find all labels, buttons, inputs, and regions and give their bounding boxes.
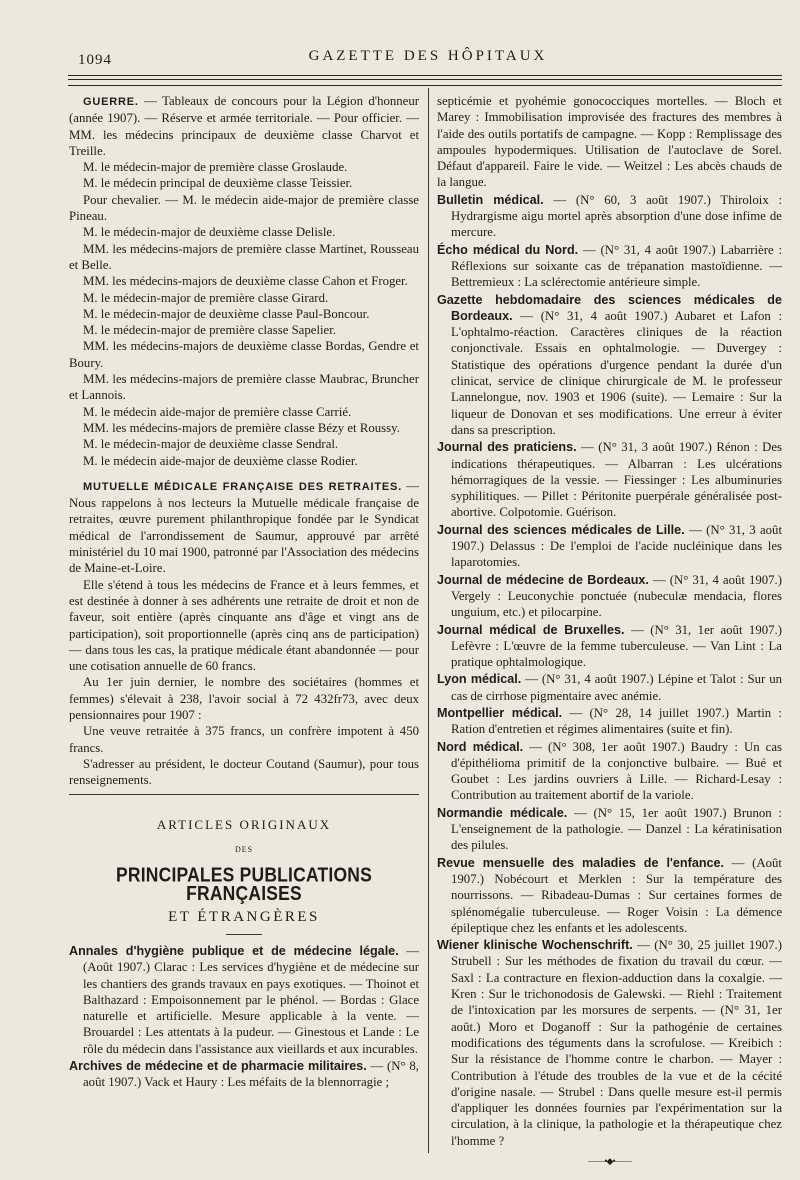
articles-title: ARTICLES ORIGINAUX bbox=[156, 817, 332, 833]
mutuelle-paragraph: Au 1er juin dernier, le nombre des sociétaires (hommes et femmes) s'élevait à 238, l'avoir social à 72 432fr73, avec deux pensionnaires pour 1907 : bbox=[69, 675, 419, 722]
guerre-line: M. le médecin-major de première classe Groslaude. bbox=[83, 160, 348, 175]
guerre-line: MM. les médecins-majors de première classe Martinet, Rousseau et Belle. bbox=[69, 241, 419, 272]
journal-text: — (N° 31, 4 août 1907.) Lépine et Talot : Sur un cas de cirrhose pigmentaire avec anémie. bbox=[451, 672, 782, 703]
end-ornament: ——•◆•—— bbox=[588, 1156, 631, 1166]
journal-text: — (N° 308, 1er août 1907.) Baudry : Un cas d'épithélioma primitif de la conjonctive bulbaire. — Bué et Goubet : Les jardins ouvriers à Lille. — Richard-Lesay : Contribution au traitement abortif de la variole. bbox=[451, 739, 782, 803]
journal-name: Bulletin médical. bbox=[437, 192, 544, 207]
right-column bbox=[437, 93, 782, 1169]
left-entries bbox=[69, 943, 419, 1091]
journal-name: Journal des praticiens. bbox=[437, 440, 577, 455]
journal-text: — (N° 31, 4 août 1907.) Aubaret et Lafon : L'ophtalmo-réaction. Caractères cliniques de la réaction conjonctivale. Essais en ophtalmologie. — Duvergey : Statistique des opérations d'urgence pendant la durée d'un clinicat, service de clinique chirurgicale de M. le professeur Lannelongue, nov. 1903 et 1906 (suite). — Lemaire : Sur la liqueur de Donovan et ses modifications. Une erreur à éviter dans sa prescription. bbox=[451, 308, 782, 437]
guerre-line: MM. les médecins-majors de deuxième classe Cahon et Froger. bbox=[83, 274, 408, 289]
journal-text: — (N° 30, 25 juillet 1907.) Strubell : Sur les méthodes de fixation du travail du cœur. — Saxl : La contracture en flexion-adduction dans la coxalgie. — Kren : Sur le trichonodosis de Galewski. — Riehl : Traitement de l'intoxication par les morsures de serpents. — (N° 31, 1er août.) Moro et Doganoff : Sur la pathogénie de certaines modifications des téguments dans la scrofulose. — Kreibich : Sur la résistance de l'homme contre le charbon. — Mayer : Contribution à l'étude des troubles de la vue et de la cécité d'origine nasale. — Strubel : Dans quelle mesure est-il permis d'appliquer les données fournies par l'expérimentation sur la circulation, à la clinique, la pathologie et la thérapeutique chez l'homme ? bbox=[451, 938, 782, 1148]
journal-entry bbox=[437, 671, 782, 704]
journal-name: Revue mensuelle des maladies de l'enfance. bbox=[437, 855, 725, 870]
mutuelle-paragraph: Elle s'étend à tous les médecins de France et à leurs femmes, et est destinée à donner à ses adhérents une retraite de droit et non de faveur, soit entière (après cinquante ans d'âge et vingt ans de participation), soit proportionnelle (après cinq ans de participation) — dans tous les cas, la pratique médicale étant abandonnée — pour une cotisation annuelle de 60 francs. bbox=[69, 577, 419, 674]
guerre-line: MM. les médecins-majors de deuxième classe Bordas, Gendre et Boury. bbox=[69, 339, 419, 370]
guerre-line: MM. les médecins-majors de première classe Bézy et Roussy. bbox=[83, 420, 400, 435]
section-separator bbox=[69, 794, 419, 795]
journal-text: — (N° 31, 4 août 1907.) Labarrière : Réflexions sur soixante cas de trépanation mastoïdienne. — Bettremieux : La sclérectomie antérieure simple. bbox=[451, 242, 783, 290]
page-title: GAZETTE DES HÔPITAUX bbox=[308, 48, 548, 64]
journal-text: — (N° 31, 3 août 1907.) Rénon : Des indications thérapeutiques. — Albarran : Les ulcérations hémorragiques de la vessie. — Fiessinger : Les albuminuries syphilitiques. — Pillet : Péritonite puerpérale généralisée post-abortive. Colpotomie. Guérison. bbox=[451, 440, 782, 520]
header-rule-bottom bbox=[68, 85, 782, 86]
journal-text: — (N° 8, août 1907.) Vack et Haury : Les méfaits de la blennorragie ; bbox=[83, 1059, 419, 1090]
articles-des: DES bbox=[234, 844, 254, 854]
journal-text: — (N° 60, 3 août 1907.) Thiroloix : Hydrargisme aigu mortel après absorption d'une dose infime de mercure. bbox=[451, 192, 783, 240]
articles-short-rule bbox=[226, 934, 262, 935]
journal-name: Normandie médicale. bbox=[437, 805, 568, 820]
guerre-line: M. le médecin principal de deuxième classe Teissier. bbox=[83, 176, 353, 191]
journal-name: Journal de médecine de Bordeaux. bbox=[437, 572, 649, 587]
journal-name: Journal des sciences médicales de Lille. bbox=[437, 522, 685, 537]
mutuelle-label: MUTUELLE MÉDICALE FRANÇAISE DES RETRAITES. bbox=[83, 480, 403, 493]
articles-heading bbox=[69, 817, 419, 934]
journal-entry bbox=[437, 937, 782, 1149]
left-column bbox=[69, 93, 419, 1092]
journal-entry bbox=[437, 705, 782, 738]
journal-text: — (N° 31, 3 août 1907.) Delassus : De l'emploi de l'acide nucléinique dans les laparotomies. bbox=[451, 522, 783, 570]
journal-name: Écho médical du Nord. bbox=[437, 242, 579, 257]
guerre-line: M. le médecin-major de deuxième classe Paul-Boncour. bbox=[83, 306, 370, 321]
guerre-line: M. le médecin-major de première classe Sapelier. bbox=[83, 323, 336, 338]
journal-name: Nord médical. bbox=[437, 739, 524, 754]
guerre-line: MM. les médecins-majors de première classe Maubrac, Bruncher et Lannois. bbox=[69, 372, 419, 403]
journal-name: Montpellier médical. bbox=[437, 705, 563, 720]
journal-text: — (N° 15, 1er août 1907.) Brunon : L'enseignement de la pathologie. — Danzel : La kératinisation des pilules. bbox=[451, 805, 782, 853]
guerre-line: M. le médecin-major de deuxième classe Delisle. bbox=[83, 225, 336, 240]
journal-text: — (Août 1907.) Clarac : Les services d'hygiène et de médecine sur les chantiers des grands travaux en pays exotiques. — Thoinot et Balthazard : Empoisonnement par le phénol. — Bordas : Glace naturelle et artificielle. Mesure applicable à la vente. — Brouardel : Les attentats à la pudeur. — Ginestous et Lande : Le rôle du médecin dans l'assistance aux vieillards et aux incurables. bbox=[83, 943, 419, 1056]
journal-entry bbox=[69, 1058, 419, 1091]
journal-name: Journal médical de Bruxelles. bbox=[437, 622, 625, 637]
column-divider bbox=[428, 88, 429, 1153]
guerre-line: M. le médecin aide-major de première classe Carrié. bbox=[83, 404, 352, 419]
guerre-line: M. le médecin-major de deuxième classe Sendral. bbox=[83, 437, 339, 452]
journal-entry bbox=[437, 739, 782, 804]
mutuelle-paragraph: Une veuve retraitée à 375 francs, un confrère impotent à 450 francs. bbox=[69, 724, 419, 755]
journal-name: Annales d'hygiène publique et de médecine légale. bbox=[69, 943, 399, 958]
journal-entry bbox=[437, 855, 782, 936]
journal-name: Lyon médical. bbox=[437, 672, 522, 687]
guerre-line: M. le médecin aide-major de deuxième classe Rodier. bbox=[83, 453, 358, 468]
guerre-section bbox=[69, 93, 419, 469]
journal-text: — (Août 1907.) Nobécourt et Merklen : Sur la température des nourrissons. — Ribadeau-Dumas : Sur certaines formes de splénomégalie tuberculeuse. — Roger Voisin : La démence épileptique chez les enfants et les adolescents. bbox=[451, 855, 782, 935]
journal-name: Archives de médecine et de pharmacie militaires. bbox=[69, 1059, 367, 1074]
journal-text: — (N° 31, 4 août 1907.) Vergely : Leuconychie ponctuée (nubeculæ mendacia, flores unguium, etc.) et pilocarpine. bbox=[451, 572, 783, 620]
articles-subtitle: ET ÉTRANGÈRES bbox=[168, 908, 320, 925]
mutuelle-section bbox=[69, 478, 419, 789]
continuation-text: septicémie et pyohémie gonococciques mortelles. — Bloch et Marey : Immobilisation improvisée des fractures des membres à l'aide des outils portatifs de campagne. — Kopp : Remplissage des ampoules hypodermiques. Utilisation de l'autoclave de Sorel. Défaut d'appareil. Faire le vide. — Weitzel : Les abcès chauds de la langue. bbox=[437, 94, 782, 190]
journal-entry bbox=[437, 242, 782, 291]
journal-entry bbox=[437, 522, 782, 571]
journal-entry bbox=[69, 943, 419, 1057]
mutuelle-paragraph: — Nous rappelons à nos lecteurs la Mutuelle médicale française de retraites, œuvre purement philanthropique fondée par le Syndicat médical de l'arrondissement de Saumur, approuvé par arrêté ministériel du 10 mai 1900, patronné par l'Association des médecins de Maine-et-Loire. bbox=[69, 478, 419, 576]
header-rule-top bbox=[68, 75, 782, 76]
journal-entry bbox=[437, 439, 782, 520]
guerre-line: — Tableaux de concours pour la Légion d'honneur (année 1907). — Réserve et armée territoriale. — Pour officier. — MM. les médecins principaux de deuxième classe Charvot et Treille. bbox=[69, 94, 420, 158]
page-header bbox=[78, 44, 778, 66]
journal-name: Wiener klinische Wochenschrift. bbox=[437, 938, 633, 953]
guerre-line: Pour chevalier. — M. le médecin aide-major de première classe Pineau. bbox=[69, 192, 419, 224]
journal-entry bbox=[437, 192, 782, 241]
journal-entry bbox=[437, 622, 782, 671]
journal-name: Gazette hebdomadaire des sciences médicales de Bordeaux. bbox=[437, 292, 782, 323]
articles-big-title: PRINCIPALES PUBLICATIONS FRANÇAISES bbox=[116, 863, 372, 906]
journal-entry bbox=[437, 805, 782, 854]
guerre-label: GUERRE. bbox=[83, 96, 139, 108]
guerre-line: M. le médecin-major de première classe Girard. bbox=[83, 290, 329, 305]
page-number: 1094 bbox=[78, 52, 112, 68]
journal-text: — (N° 31, 1er août 1907.) Lefèvre : L'œuvre de la femme tuberculeuse. — Van Lint : La pratique ophtalmologique. bbox=[451, 622, 782, 670]
journal-entry bbox=[437, 572, 782, 621]
journal-entry bbox=[437, 292, 782, 439]
mutuelle-paragraph: S'adresser au président, le docteur Coutand (Saumur), pour tous renseignements. bbox=[69, 756, 419, 788]
journal-text: — (N° 28, 14 juillet 1907.) Martin : Ration d'entretien et régimes alimentaires (suite et fin). bbox=[451, 705, 782, 737]
header-rule-mid bbox=[68, 79, 782, 80]
